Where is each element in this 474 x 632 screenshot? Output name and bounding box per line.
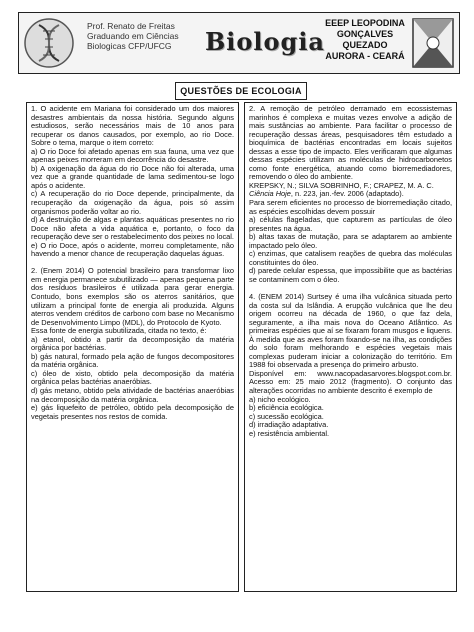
question-4-option-e: e) resistência ambiental. [249, 428, 330, 438]
page-title: QUESTÕES DE ECOLOGIA [175, 82, 307, 100]
school-line-4: AURORA - CEARÁ [325, 51, 405, 61]
question-1-option-e: e) O rio Doce, após o acidente, morreu completamente, não havendo a menor chance de recuperação daquelas águas. [31, 240, 234, 259]
question-4-option-b: b) eficiência ecológica. [249, 403, 324, 413]
question-4-source: Disponível em: www.nacopadasarvores.blogspot.com.br. Acesso em: 25 maio 2012 (fragmento). O conjunto das alterações ocorridas no ambiente descrito é exemplo de [249, 368, 452, 395]
school-name [309, 18, 421, 62]
question-2-prompt: Essa fonte de energia subutilizada, citada no texto, é: [31, 326, 207, 336]
question-2-option-b: b) gás natural, formado pela ação de fungos decompositores da matéria orgânica. [31, 351, 234, 370]
biologia-brand: Biologia [205, 27, 325, 56]
question-4-option-a: a) nicho ecológico. [249, 394, 311, 404]
teacher-info [87, 21, 197, 51]
school-line-2: GONÇALVES [336, 29, 394, 39]
question-3-option-b: b) altas taxas de mutação, para se adaptarem ao ambiente impactado pelo óleo. [249, 232, 452, 250]
teacher-degree: Graduando em Ciências [87, 31, 179, 41]
left-column [26, 102, 239, 592]
teacher-name: Prof. Renato de Freitas [87, 21, 175, 31]
question-1-option-a: a) O rio Doce foi afetado apenas em sua fauna, uma vez que apenas peixes morreram em decorrência do desastre. [31, 146, 234, 165]
question-2-stem: 2. (Enem 2014) O potencial brasileiro para transformar lixo em energia permanece subutilizado — apenas pequena parte dos resíduos brasileiros é utilizada para gerar energia. Contudo, bons exemplos são os aterros sanitários, que utilizam a principal fonte de energia ali produzida. Alguns aterros vendem créditos de carbono com base no Mecanismo de Desenvolvimento Limpo (MDL), do Protocolo de Kyoto. [31, 266, 234, 327]
right-column [244, 102, 457, 592]
question-1-stem: 1. O acidente em Mariana foi considerado um dos maiores desastres ambientais da nossa história. Segundo alguns estudiosos, serão necessários mais de 10 anos para recuperar os danos causados, por exemplo, ao rio Doce. Sobre o tema, marque o item correto: [31, 104, 234, 148]
question-4-stem: 4. (ENEM 2014) Surtsey é uma ilha vulcânica situada perto da costa sul da Islândia. A erupção vulcânica que lhe deu origem ocorreu na década de 1960, o que faz dela, seguramente, a ilha mais nova do Oceano Atlântico. As primeiras espécies que aí se fixaram foram musgos e liquens. À medida que as aves foram fixando-se na ilha, as condições do solo foram melhorando e espécies vegetais mais complexas puderam iniciar a colonização do território. Em 1988 foi observada a presença do primeiro arbusto. [249, 291, 452, 370]
school-line-1: EEEP LEOPODINA [325, 18, 405, 28]
question-1-option-d: d) A destruição de algas e plantas aquáticas presentes no rio Doce não afeta a vida aquática e, portanto, o foco da recuperação deve ser o restabelecimento dos peixes no local. [31, 215, 234, 242]
question-4-option-c: c) sucessão ecológica. [249, 411, 324, 421]
school-flag-icon [411, 17, 455, 69]
question-3-option-d: d) parede celular espessa, que impossibilite que as bactérias se contaminem com o óleo. [249, 266, 452, 284]
question-2-option-e: e) gás liquefeito de petróleo, obtido pela decomposição de vegetais presentes nos restos de comida. [31, 403, 234, 421]
question-1-option-c: c) A recuperação do rio Doce depende, principalmente, da recuperação da oxigenação da água, pois só assim organismos poderão voltar ao rio. [31, 189, 234, 216]
question-2-option-d: d) gás metano, obtido pela atividade de bactérias anaeróbias na decomposição da matéria orgânica. [31, 386, 234, 404]
citation-journal: Ciência Hoje [249, 189, 291, 199]
citation-authors: KREPSKY, N.; SILVA SOBRINHO, F.; CRAPEZ, M. A. C. [249, 180, 434, 190]
teacher-institution: Biologicas CFP/UFCG [87, 41, 172, 51]
question-3-option-a: a) células flageladas, que capturem as partículas de óleo presentes na água. [249, 215, 452, 233]
question-3-citation [249, 182, 452, 199]
school-line-3: QUEZADO [342, 40, 388, 50]
question-3-option-c: c) enzimas, que catalisem reações de quebra das moléculas constituintes do óleo. [249, 249, 452, 267]
question-1-option-b: b) A oxigenação da água do rio Doce não foi alterada, uma vez que a grande quantidade de lama sedimentou-se logo após o acidente. [31, 163, 234, 190]
question-4-option-d: d) irradiação adaptativa. [249, 420, 329, 430]
page-header [18, 12, 460, 74]
question-3-prompt: Para serem eficientes no processo de biorremediação citado, as espécies escolhidas devem possuir [249, 198, 452, 216]
question-2-option-c: c) óleo de xisto, obtido pela decomposição da matéria orgânica pelas bactérias anaeróbias. [31, 368, 234, 387]
question-2-option-a: a) etanol, obtido a partir da decomposição da matéria orgânica por bactérias. [31, 334, 234, 353]
citation-details: , n. 223, jan.-fev. 2006 (adaptado). [290, 189, 404, 199]
dna-logo-icon [23, 17, 75, 69]
question-3-stem: 2. A remoção de petróleo derramado em ecossistemas marinhos é complexa e muitas vezes envolve a adição de mais sustâncias ao ambiente. Para facilitar o processo de recuperação dessas áreas, pesquisadores têm estudado a bioquímica de bactérias encontradas em locais sujeitos dessas a esse tipo de impacto. Eles verificaram que algumas dessas espécies utilizam as moléculas de hidrocarbonetos como fonte energética, atuando como biorremediadores, removendo o óleo do ambiente. [249, 104, 452, 182]
